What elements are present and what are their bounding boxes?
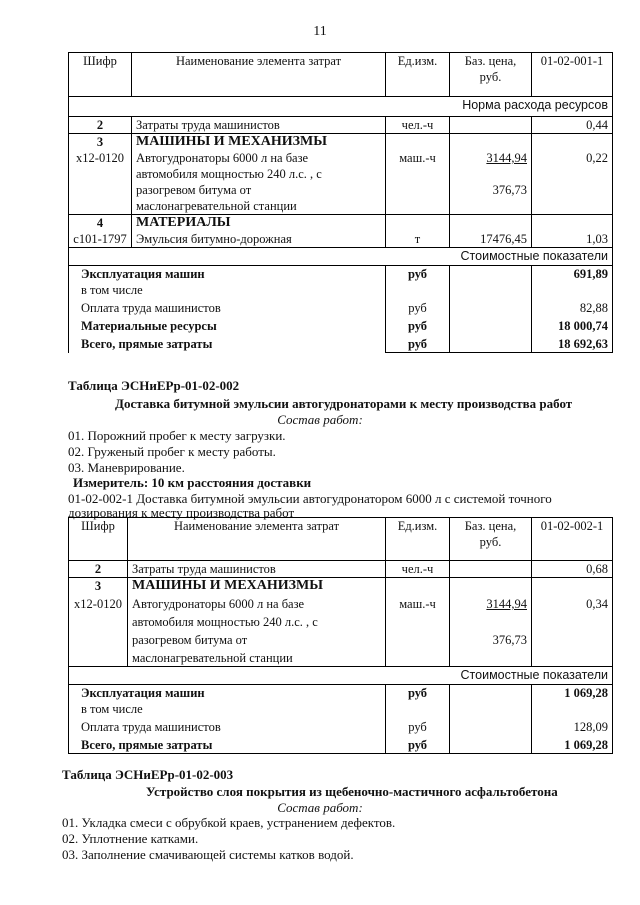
header-rate-code: 01-02-002-1 <box>532 518 613 561</box>
machines-price1: 3144,94 <box>486 151 527 165</box>
rate-description: дозирования к месту производства работ <box>68 505 295 520</box>
cost-label: в том числе <box>81 283 143 297</box>
work-step: 03. Заполнение смачивающей системы катков водой. <box>62 847 354 862</box>
labor-unit: чел.-ч <box>386 117 450 134</box>
section-heading: Устройство слоя покрытия из щебеночно-мастичного асфальтобетона <box>146 784 558 799</box>
materials-num: 4 <box>96 216 104 230</box>
page-number: 11 <box>313 24 327 39</box>
cost-unit: руб <box>407 337 428 351</box>
work-label: Состав работ: <box>277 800 363 815</box>
cost-label: Оплата труда машинистов <box>81 720 221 734</box>
materials-header: МАТЕРИАЛЫ <box>136 215 231 230</box>
machines-name-line: автомобиля мощностью 240 л.с. , с <box>136 167 322 181</box>
cost-label: Эксплуатация машин <box>81 686 205 700</box>
machines-value: 0,34 <box>586 597 608 611</box>
machines-header: МАШИНЫ И МЕХАНИЗМЫ <box>136 134 328 149</box>
cost-unit: руб <box>408 301 427 315</box>
cost-unit: руб <box>407 267 428 281</box>
cost-value: 18 692,63 <box>558 337 608 351</box>
cost-value: 82,88 <box>579 301 608 315</box>
machines-name-line: маслонагревательной станции <box>136 199 297 213</box>
machines-name-line: разогревом битума от <box>136 183 252 197</box>
work-step: 03. Маневрирование. <box>68 460 185 475</box>
cost-label: в том числе <box>81 702 143 716</box>
cost-value: 128,09 <box>573 720 608 734</box>
resource-table-2 <box>68 517 613 754</box>
labor-value: 0,44 <box>532 117 613 134</box>
header-code: Шифр <box>69 53 132 97</box>
machines-price1: 3144,94 <box>486 597 527 611</box>
header-rate-code: 01-02-001-1 <box>532 53 613 97</box>
machines-name-line: автомобиля мощностью 240 л.с. , с <box>132 615 318 629</box>
work-label: Состав работ: <box>277 412 363 427</box>
rate-description: 01-02-002-1 Доставка битумной эмульсии автогудронатором 6000 л с системой точного <box>68 491 552 506</box>
measure: Измеритель: 10 км расстояния доставки <box>73 475 312 490</box>
cost-label: Материальные ресурсы <box>81 319 217 333</box>
machines-name-line: Автогудронаторы 6000 л на базе <box>132 597 305 611</box>
labor-num: 2 <box>69 117 132 134</box>
labor-unit: чел.-ч <box>386 561 450 578</box>
machines-code: х12-0120 <box>76 151 124 165</box>
header-name: Наименование элемента затрат <box>128 518 386 561</box>
cost-unit: руб <box>408 720 427 734</box>
labor-name: Затраты труда машинистов <box>128 561 386 578</box>
cost-unit: руб <box>407 738 428 752</box>
cost-value: 1 069,28 <box>564 686 608 700</box>
machines-cell <box>69 134 132 215</box>
cost-unit: руб <box>407 686 428 700</box>
machines-unit: маш.-ч <box>399 597 436 611</box>
header-code: Шифр <box>69 518 128 561</box>
cost-note: Стоимостные показатели <box>69 667 613 685</box>
section-heading: Доставка битумной эмульсии автогудронаторами к месту производства работ <box>115 396 573 411</box>
header-price: Баз. цена, руб. <box>450 53 532 97</box>
cost-label: Эксплуатация машин <box>81 267 205 281</box>
labor-value: 0,68 <box>532 561 613 578</box>
machines-name-line: разогревом битума от <box>132 633 248 647</box>
table-title: Таблица ЭСНиЕРр-01-02-003 <box>62 767 234 782</box>
machines-price2: 376,73 <box>492 183 527 197</box>
work-step: 01. Укладка смеси с обрубкой краев, устранением дефектов. <box>62 815 396 830</box>
norm-note: Норма расхода ресурсов <box>69 97 613 117</box>
labor-num: 2 <box>69 561 128 578</box>
cost-value: 18 000,74 <box>558 319 608 333</box>
machines-name-cell <box>132 134 386 215</box>
machines-num: 3 <box>94 579 102 593</box>
machines-code: х12-0120 <box>74 597 122 611</box>
materials-name: Эмульсия битумно-дорожная <box>136 232 292 246</box>
cost-value: 1 069,28 <box>564 738 608 752</box>
machines-num: 3 <box>96 135 104 149</box>
materials-code: с101-1797 <box>73 232 127 246</box>
machines-header: МАШИНЫ И МЕХАНИЗМЫ <box>132 578 324 593</box>
cost-unit: руб <box>407 319 428 333</box>
machines-unit: маш.-ч <box>399 151 436 165</box>
machines-value: 0,22 <box>586 151 608 165</box>
machines-name-line: Автогудронаторы 6000 л на базе <box>136 151 309 165</box>
work-step: 02. Уплотнение катками. <box>62 831 199 846</box>
cost-label: Всего, прямые затраты <box>81 337 213 351</box>
cost-note: Стоимостные показатели <box>69 248 613 266</box>
materials-price: 17476,45 <box>480 232 527 246</box>
table-title: Таблица ЭСНиЕРр-01-02-002 <box>68 378 240 393</box>
resource-table-1 <box>68 52 613 353</box>
work-step: 01. Порожний пробег к месту загрузки. <box>68 428 286 443</box>
header-price: Баз. цена, руб. <box>450 518 532 561</box>
header-unit: Ед.изм. <box>386 53 450 97</box>
machines-price2: 376,73 <box>492 633 527 647</box>
header-unit: Ед.изм. <box>386 518 450 561</box>
work-step: 02. Груженый пробег к месту работы. <box>68 444 276 459</box>
materials-value: 1,03 <box>586 232 608 246</box>
cost-label: Оплата труда машинистов <box>81 301 221 315</box>
header-name: Наименование элемента затрат <box>132 53 386 97</box>
materials-unit: т <box>414 232 421 246</box>
labor-name: Затраты труда машинистов <box>132 117 386 134</box>
machines-name-line: маслонагревательной станции <box>132 651 293 665</box>
cost-label: Всего, прямые затраты <box>81 738 213 752</box>
cost-value: 691,89 <box>573 267 608 281</box>
